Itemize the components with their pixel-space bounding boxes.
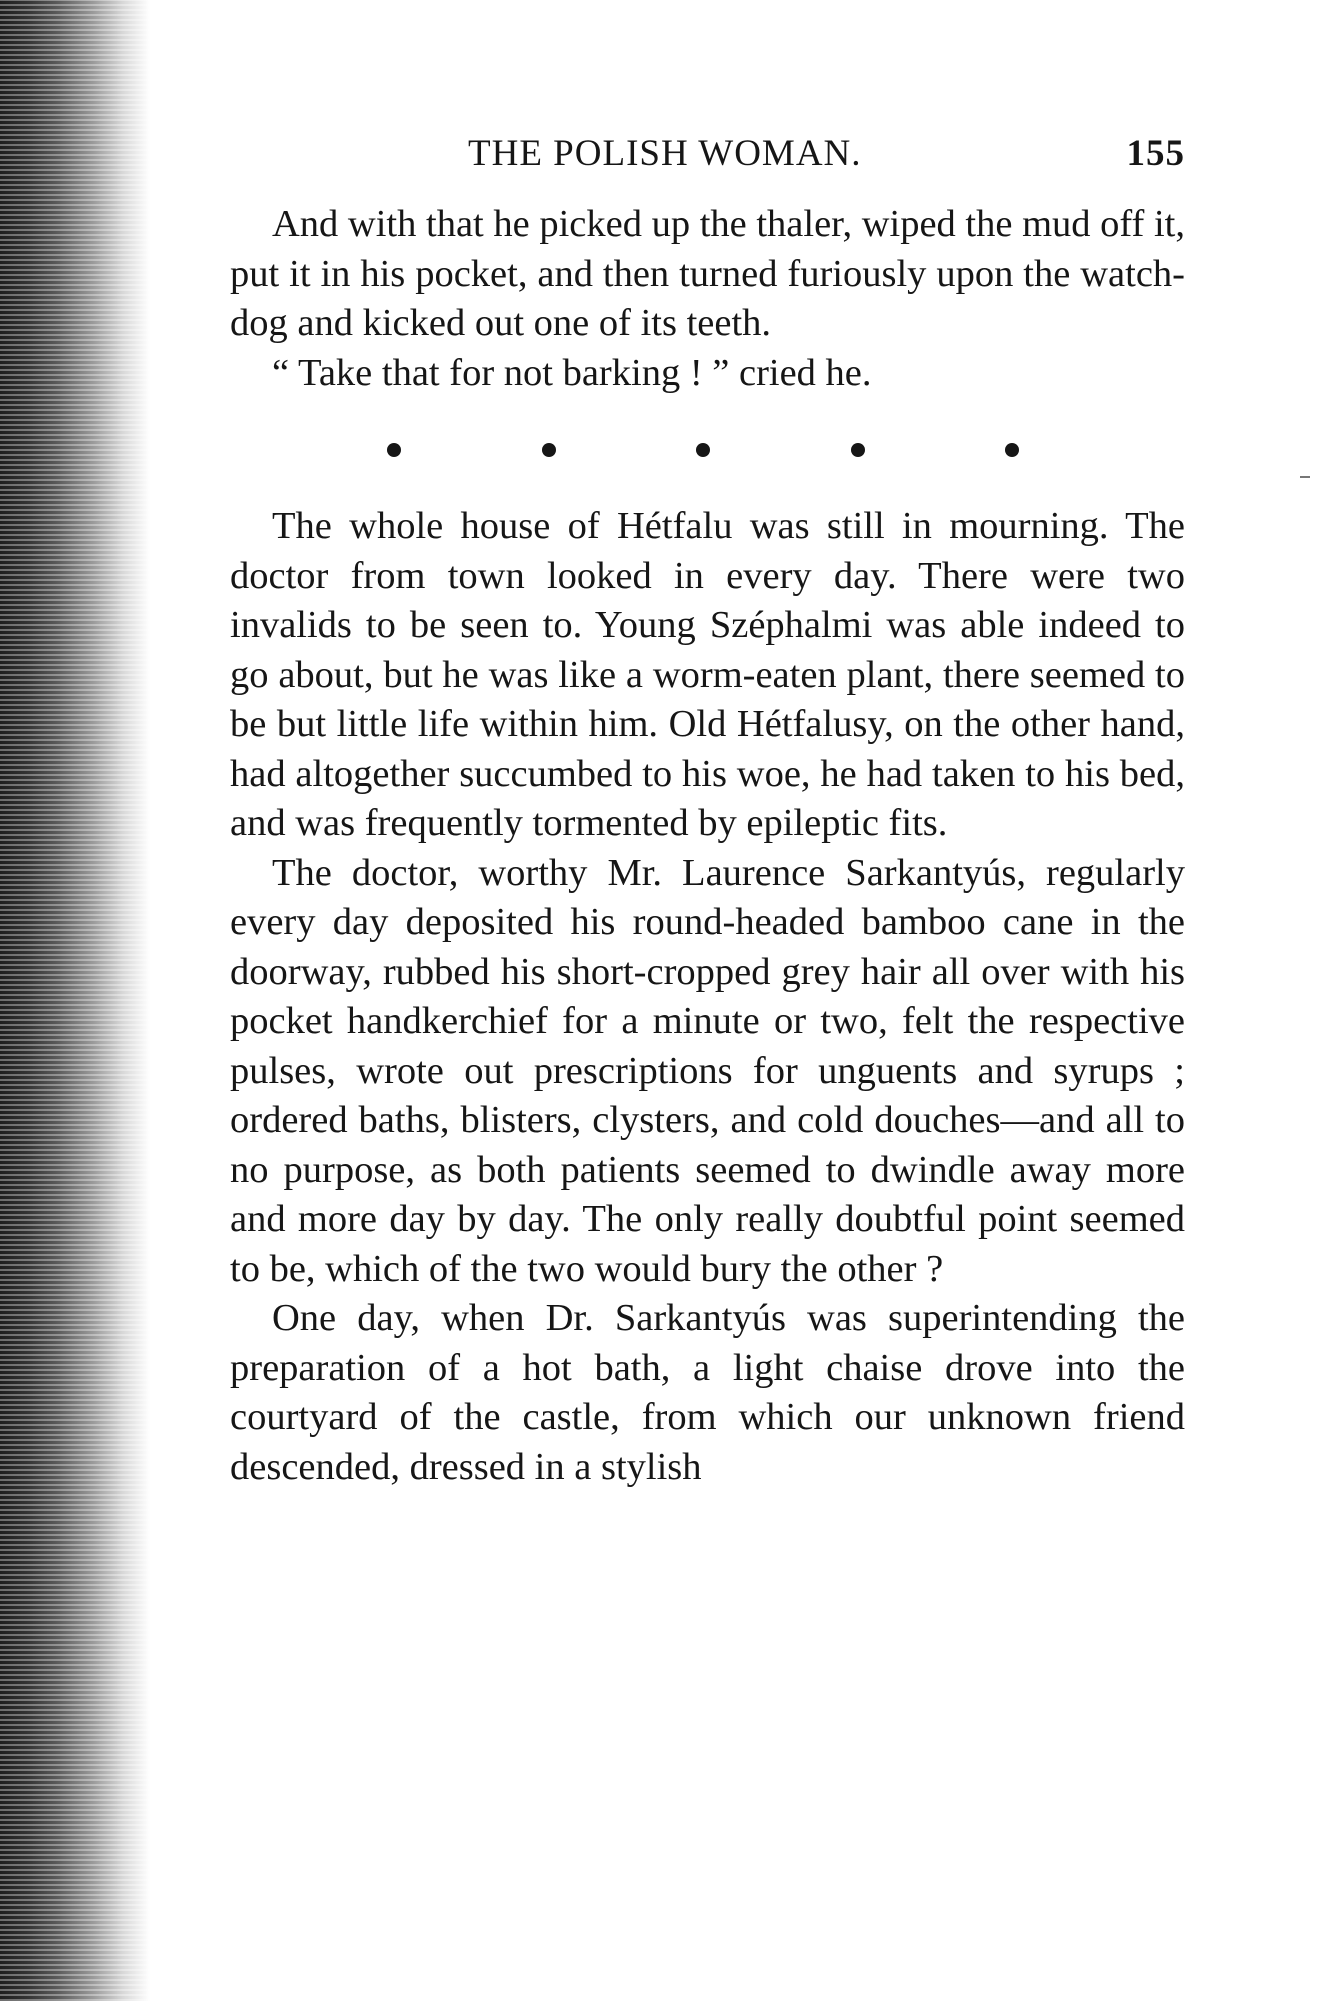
running-head (230, 122, 1185, 174)
section-break (387, 420, 1019, 480)
paragraph: “ Take that for not barking ! ” cried he. (272, 351, 872, 394)
margin-mark (1300, 476, 1310, 478)
book-page (230, 122, 1185, 1492)
paragraph: And with that he picked up the thaler, wiped the mud off it, put it in his pocket, and then turned furiously upon the watch-dog and kicked out one of its teeth. (230, 203, 1185, 344)
page-number: 155 (1126, 133, 1185, 174)
paragraph: The doctor, worthy Mr. Laurence Sarkantyús, regularly every day deposited his round-headed bamboo cane in the doorway, rubbed his short-cropped grey hair all over with his pocket handkerchief for a minute or two, felt the respective pulses, wrote out prescriptions for unguents and syrups ; ordered baths, blisters, clysters, and cold douches—and all to no purpose, as both patients seemed to dwindle away more and more day by day. The only really doubtful point seemed to be, which of the two would bury the other ? (230, 851, 1185, 1290)
bullet-ornament (696, 443, 710, 457)
book-gutter-shadow (0, 0, 150, 2001)
bullet-ornament (1005, 443, 1019, 457)
paragraph: One day, when Dr. Sarkantyús was superintending the preparation of a hot bath, a light chaise drove into the courtyard of the castle, from which our unknown friend descended, dressed in a stylish (230, 1297, 1185, 1488)
running-title: THE POLISH WOMAN. (468, 133, 862, 174)
bullet-ornament (542, 443, 556, 457)
paragraph: The whole house of Hétfalu was still in mourning. The doctor from town looked in every day. There were two invalids to be seen to. Young Széphalmi was able indeed to go about, but he was like a worm-eaten plant, there seemed to be but little life within him. Old Hétfalusy, on the other hand, had altogether succumbed to his woe, he had taken to his bed, and was frequently tormented by epileptic fits. (230, 505, 1185, 844)
bullet-ornament (387, 443, 401, 457)
bullet-ornament (851, 443, 865, 457)
